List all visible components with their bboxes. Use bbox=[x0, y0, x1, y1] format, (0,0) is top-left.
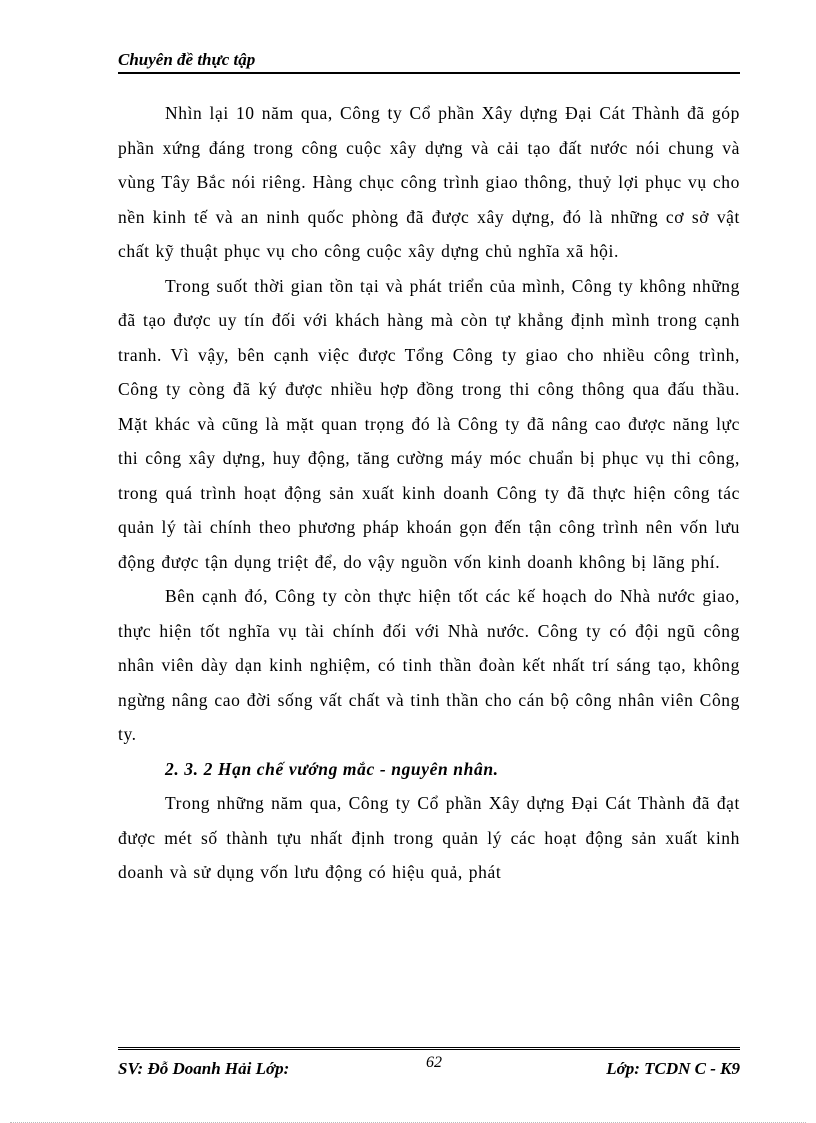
page-footer bbox=[118, 1047, 740, 1080]
paragraph-1: Nhìn lại 10 năm qua, Công ty Cổ phần Xây dựng Đại Cát Thành đã góp phần xứng đáng trong công cuộc xây dựng và cải tạo đất nước nói chung và vùng Tây Bắc nói riêng. Hàng chục công trình giao thông, thuỷ lợi phục vụ cho nền kinh tế và an ninh quốc phòng đã được xây dựng, đó là những cơ sở vật chất kỹ thuật phục vụ cho công cuộc xây dựng chủ nghĩa xã hội. bbox=[118, 103, 740, 261]
paragraph-3: Bên cạnh đó, Công ty còn thực hiện tốt các kế hoạch do Nhà nước giao, thực hiện tốt nghĩa vụ tài chính đối với Nhà nước. Công ty có đội ngũ công nhân viên dày dạn kinh nghiệm, có tinh thần đoàn kết nhất trí sáng tạo, không ngừng nâng cao đời sống vất chất và tinh thần cho cán bộ công nhân viên Công ty. bbox=[118, 586, 740, 744]
document-body bbox=[118, 96, 740, 890]
section-heading: 2. 3. 2 Hạn chế vướng mắc - nguyên nhân. bbox=[165, 758, 499, 779]
page-number: 62 bbox=[426, 1054, 442, 1071]
paragraph-2: Trong suốt thời gian tồn tại và phát triển của mình, Công ty không những đã tạo được uy tín đối với khách hàng mà còn tự khẳng định mình trong cạnh tranh. Vì vậy, bên cạnh việc được Tổng Công ty giao cho nhiều công trình, Công ty còng đã ký được nhiều hợp đồng trong thi công thông qua đấu thầu. Mặt khác và cũng là mặt quan trọng đó là Công ty đã nâng cao được năng lực thi công xây dựng, huy động, tăng cường máy móc chuẩn bị phục vụ thi công, trong quá trình hoạt động sản xuất kinh doanh Công ty đã thực hiện công tác quản lý tài chính theo phương pháp khoán gọn đến tận công trình nên vốn lưu động được tận dụng triệt để, do vậy nguồn vốn kinh doanh không bị lãng phí. bbox=[118, 275, 740, 572]
page-header bbox=[118, 50, 740, 74]
footer-student: SV: Đỗ Doanh Hải Lớp: bbox=[118, 1059, 290, 1078]
paragraph-4: Trong những năm qua, Công ty Cổ phần Xây dựng Đại Cát Thành đã đạt được mét số thành tựu nhất định trong quản lý các hoạt động sản xuất kinh doanh và sử dụng vốn lưu động có hiệu quả, phát bbox=[118, 793, 740, 882]
footer-class: Lớp: TCDN C - K9 bbox=[606, 1059, 740, 1078]
header-title: Chuyên đề thực tập bbox=[118, 50, 256, 69]
